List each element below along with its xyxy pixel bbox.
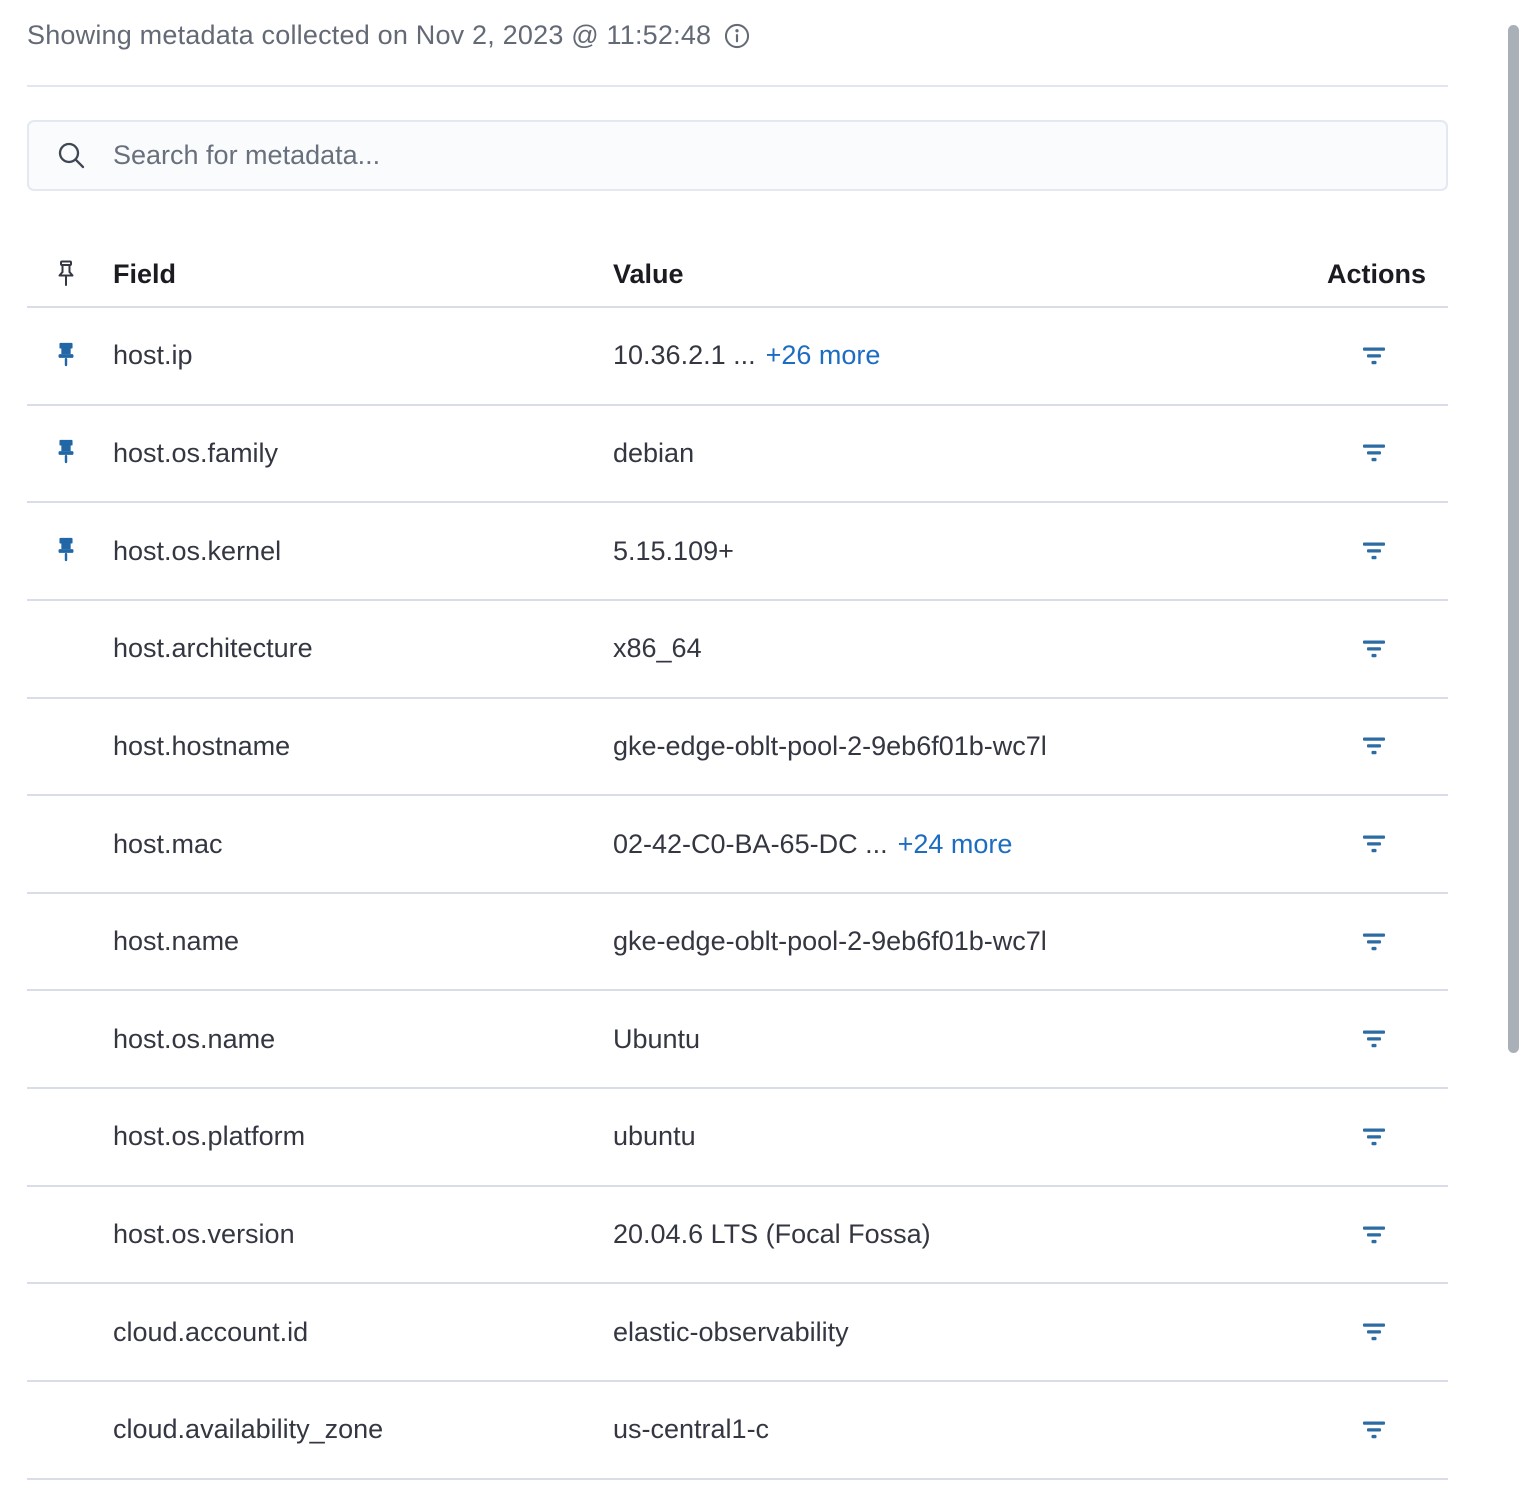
field-cell: host.ip [113, 340, 193, 371]
table-row [27, 699, 1448, 797]
filter-icon [1363, 450, 1385, 465]
field-cell: host.os.family [113, 437, 279, 468]
search-input[interactable] [113, 140, 1422, 171]
header-divider [27, 85, 1448, 87]
more-link[interactable]: +26 more [765, 340, 881, 371]
field-cell: cloud.availability_zone [113, 1414, 384, 1445]
value-cell [613, 633, 1327, 664]
value-cell [613, 1317, 1327, 1348]
value-text: us-central1-c [613, 1414, 770, 1445]
actions-column-header: Actions [1327, 259, 1427, 289]
value-text: debian [613, 437, 695, 468]
value-text: x86_64 [613, 633, 702, 664]
filter-for-value-button[interactable] [1357, 927, 1391, 957]
collected-on-text: Showing metadata collected on Nov 2, 2023 @ 11:52:48 [27, 19, 712, 50]
table-row [27, 1089, 1448, 1187]
pin-column-header [27, 260, 113, 290]
field-cell: host.os.version [113, 1219, 295, 1250]
field-cell: host.mac [113, 828, 223, 859]
filter-icon [1363, 939, 1385, 954]
filter-icon [1363, 548, 1385, 563]
value-cell [613, 340, 1327, 371]
pin-outline-icon [55, 277, 77, 294]
value-cell [613, 536, 1327, 567]
field-cell: host.hostname [113, 730, 291, 761]
filter-icon [1363, 1427, 1385, 1442]
value-cell [613, 1024, 1327, 1055]
table-row [27, 308, 1448, 406]
filter-icon [1363, 1036, 1385, 1051]
table-row [27, 796, 1448, 894]
filter-for-value-button[interactable] [1357, 829, 1391, 859]
filter-icon [1363, 353, 1385, 368]
value-text: elastic-observability [613, 1316, 849, 1347]
filter-icon [1363, 743, 1385, 758]
search-icon [57, 141, 87, 171]
field-cell: host.architecture [113, 633, 313, 664]
value-text: 20.04.6 LTS (Focal Fossa) [613, 1219, 931, 1250]
filter-icon [1363, 841, 1385, 856]
table-row [27, 503, 1448, 601]
value-cell [613, 1219, 1327, 1250]
table-row [27, 1187, 1448, 1285]
filter-for-value-button[interactable] [1357, 634, 1391, 664]
table-body [27, 308, 1448, 1480]
filter-for-value-button[interactable] [1357, 1317, 1391, 1347]
value-text: ubuntu [613, 1121, 696, 1152]
table-row [27, 601, 1448, 699]
filter-for-value-button[interactable] [1357, 731, 1391, 761]
filter-icon [1363, 1232, 1385, 1247]
filter-for-value-button[interactable] [1357, 1220, 1391, 1250]
value-text: gke-edge-oblt-pool-2-9eb6f01b-wc7l [613, 730, 1047, 761]
filter-for-value-button[interactable] [1357, 1415, 1391, 1445]
more-link[interactable]: +24 more [897, 828, 1013, 859]
value-cell [613, 1414, 1327, 1445]
field-cell: cloud.account.id [113, 1316, 309, 1347]
value-text: 5.15.109+ [613, 535, 734, 566]
field-cell: host.os.platform [113, 1121, 306, 1152]
table-row [27, 991, 1448, 1089]
field-column-header: Field [113, 259, 177, 289]
field-cell: host.os.kernel [113, 535, 282, 566]
metadata-table [27, 191, 1448, 1480]
field-cell: host.name [113, 926, 240, 957]
vertical-scrollbar-thumb[interactable] [1508, 25, 1519, 1053]
filter-icon [1363, 1134, 1385, 1149]
pin-icon[interactable] [55, 357, 77, 374]
table-row [27, 1284, 1448, 1382]
value-cell [613, 926, 1327, 957]
field-cell: host.os.name [113, 1023, 276, 1054]
value-text: 10.36.2.1 ... [613, 340, 756, 371]
filter-for-value-button[interactable] [1357, 536, 1391, 566]
value-text: gke-edge-oblt-pool-2-9eb6f01b-wc7l [613, 926, 1047, 957]
value-text: Ubuntu [613, 1023, 701, 1054]
filter-for-value-button[interactable] [1357, 1122, 1391, 1152]
table-row [27, 894, 1448, 992]
table-row [27, 406, 1448, 504]
pin-icon[interactable] [55, 552, 77, 569]
value-cell [613, 438, 1327, 469]
info-in-circle-icon[interactable] [724, 23, 750, 49]
filter-icon [1363, 1329, 1385, 1344]
value-text: 02-42-C0-BA-65-DC ... [613, 828, 888, 859]
metadata-search-box[interactable] [27, 120, 1448, 191]
pin-icon[interactable] [55, 454, 77, 471]
value-cell [613, 731, 1327, 762]
value-cell [613, 1121, 1327, 1152]
filter-for-value-button[interactable] [1357, 438, 1391, 468]
collected-on-header [27, 18, 1448, 52]
value-cell [613, 829, 1327, 860]
value-column-header: Value [613, 259, 684, 289]
table-header-row [27, 191, 1448, 308]
table-row [27, 1382, 1448, 1480]
filter-for-value-button[interactable] [1357, 341, 1391, 371]
filter-icon [1363, 646, 1385, 661]
filter-for-value-button[interactable] [1357, 1024, 1391, 1054]
